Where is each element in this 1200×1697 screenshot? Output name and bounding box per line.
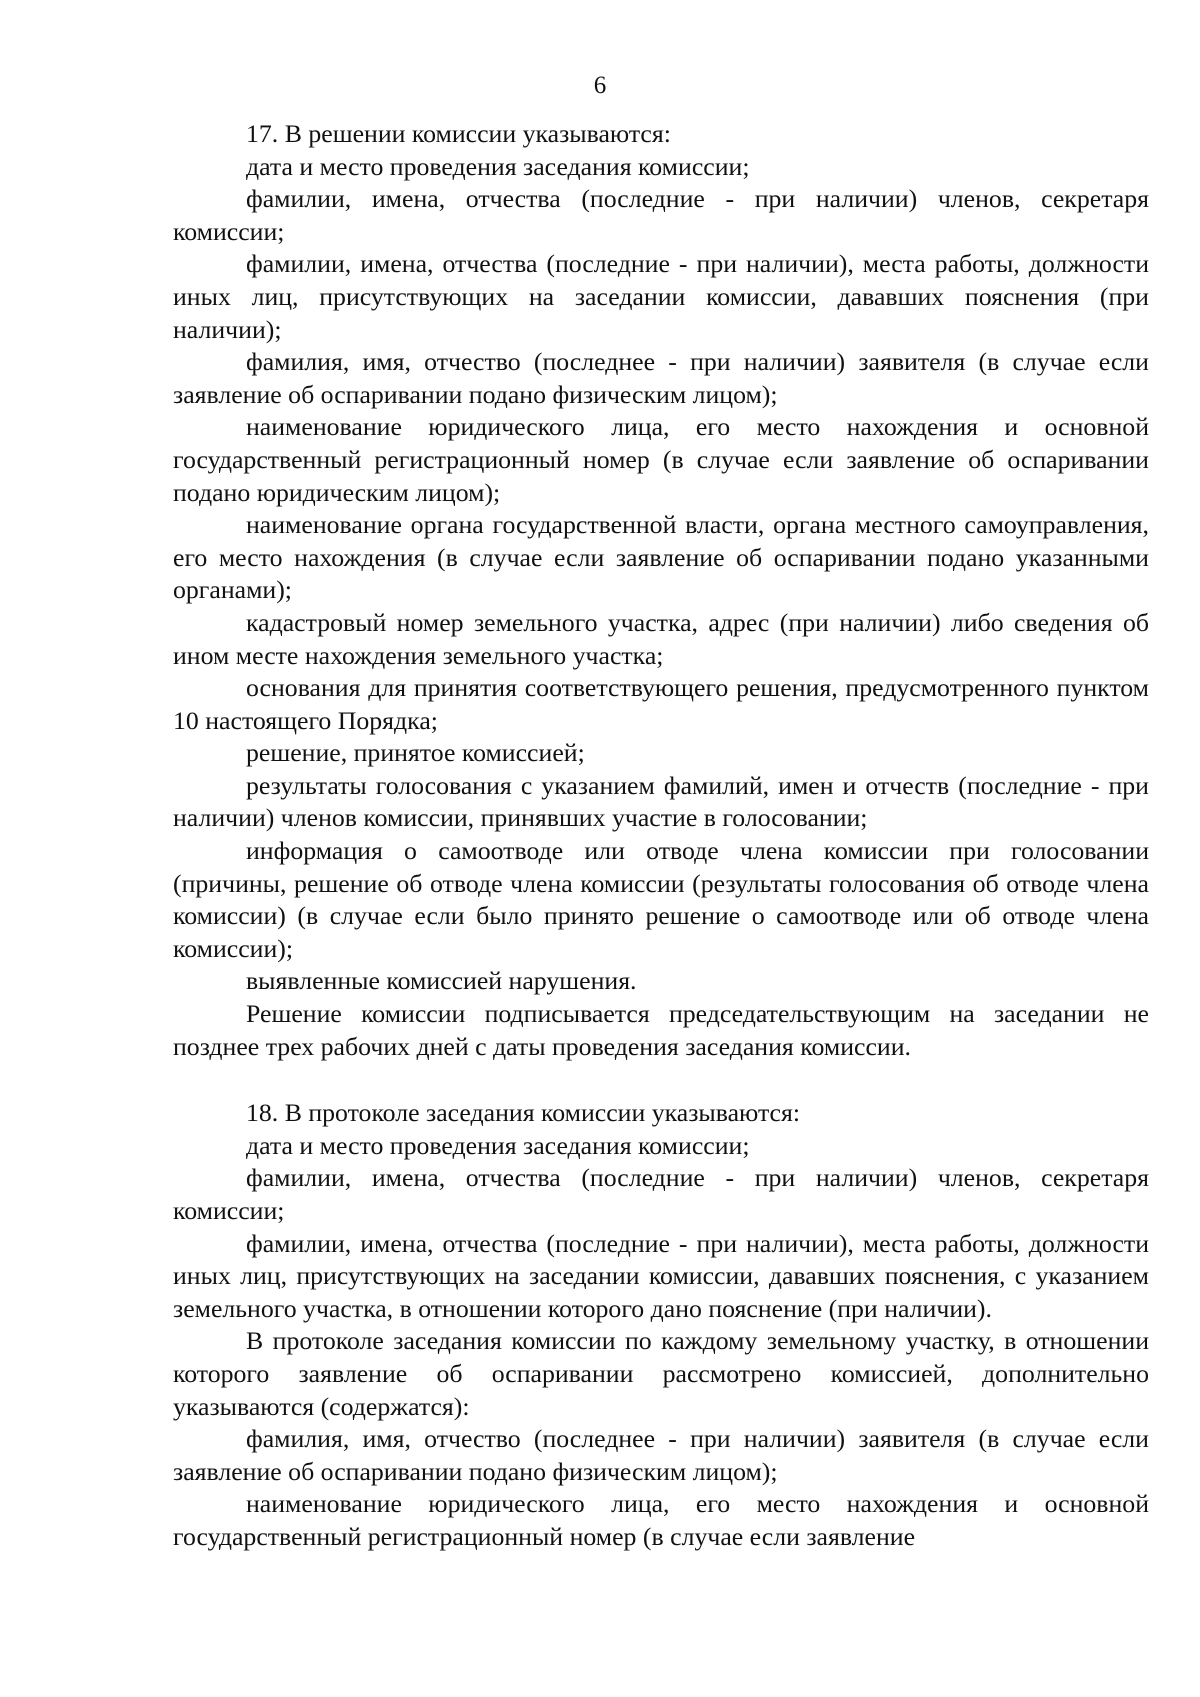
paragraph: фамилии, имена, отчества (последние - при наличии), места работы, должности иных лиц, присутствующих на заседании комиссии, дававших пояснения (при наличии); xyxy=(173,249,1149,344)
paragraph: дата и место проведения заседания комиссии; xyxy=(246,1130,750,1160)
paragraph: наименование юридического лица, его место нахождения и основной государственный регистрационный номер (в случае если заявление xyxy=(173,1489,1149,1551)
paragraph: В протоколе заседания комиссии по каждому земельному участку, в отношении которого заявление об оспаривании рассмотрено комиссией, дополнительно указываются (содержатся): xyxy=(173,1326,1149,1421)
paragraph: выявленные комиссией нарушения. xyxy=(246,966,637,996)
paragraph: дата и место проведения заседания комиссии; xyxy=(246,151,750,181)
page-number: 6 xyxy=(593,72,607,99)
paragraph: фамилии, имена, отчества (последние - при наличии) членов, секретаря комиссии; xyxy=(173,1163,1149,1225)
paragraph: фамилия, имя, отчество (последнее - при наличии) заявителя (в случае если заявление об оспаривании подано физическим лицом); xyxy=(173,1424,1149,1486)
paragraph: наименование юридического лица, его место нахождения и основной государственный регистрационный номер (в случае если заявление об оспаривании подано юридическим лицом); xyxy=(173,412,1149,507)
paragraph: решение, принятое комиссией; xyxy=(246,738,585,768)
section-17-heading: 17. В решении комиссии указываются: xyxy=(246,119,671,148)
section-18 xyxy=(173,1097,1149,1553)
section-18-heading: 18. В протоколе заседания комиссии указываются: xyxy=(246,1098,801,1128)
paragraph: основания для принятия соответствующего решения, предусмотренного пунктом 10 настоящего Порядка; xyxy=(173,673,1149,735)
section-17 xyxy=(173,118,1149,1063)
paragraph: Решение комиссии подписывается председательствующим на заседании не позднее трех рабочих дней с даты проведения заседания комиссии. xyxy=(173,999,1149,1061)
paragraph: кадастровый номер земельного участка, адрес (при наличии) либо сведения об ином месте нахождения земельного участка; xyxy=(173,607,1149,670)
paragraph: фамилия, имя, отчество (последнее - при наличии) заявителя (в случае если заявление об оспаривании подано физическим лицом); xyxy=(173,347,1149,409)
paragraph: фамилии, имена, отчества (последние - при наличии), места работы, должности иных лиц, присутствующих на заседании комиссии, дававших пояснения, с указанием земельного участка, в отношении которого дано пояснение (при наличии). xyxy=(173,1228,1149,1323)
paragraph: информация о самоотводе или отводе члена комиссии при голосовании (причины, решение об отводе члена комиссии (результаты голосования об отводе члена комиссии) (в случае если было принято решение о самоотводе или об отводе члена комиссии); xyxy=(173,836,1149,963)
paragraph: результаты голосования с указанием фамилий, имен и отчеств (последние - при наличии) членов комиссии, принявших участие в голосовании; xyxy=(173,770,1149,833)
paragraph: наименование органа государственной власти, органа местного самоуправления, его место нахождения (в случае если заявление об оспаривании подано указанными органами); xyxy=(173,510,1149,605)
document-body xyxy=(173,118,1149,1554)
paragraph: фамилии, имена, отчества (последние - при наличии) членов, секретаря комиссии; xyxy=(173,184,1149,246)
